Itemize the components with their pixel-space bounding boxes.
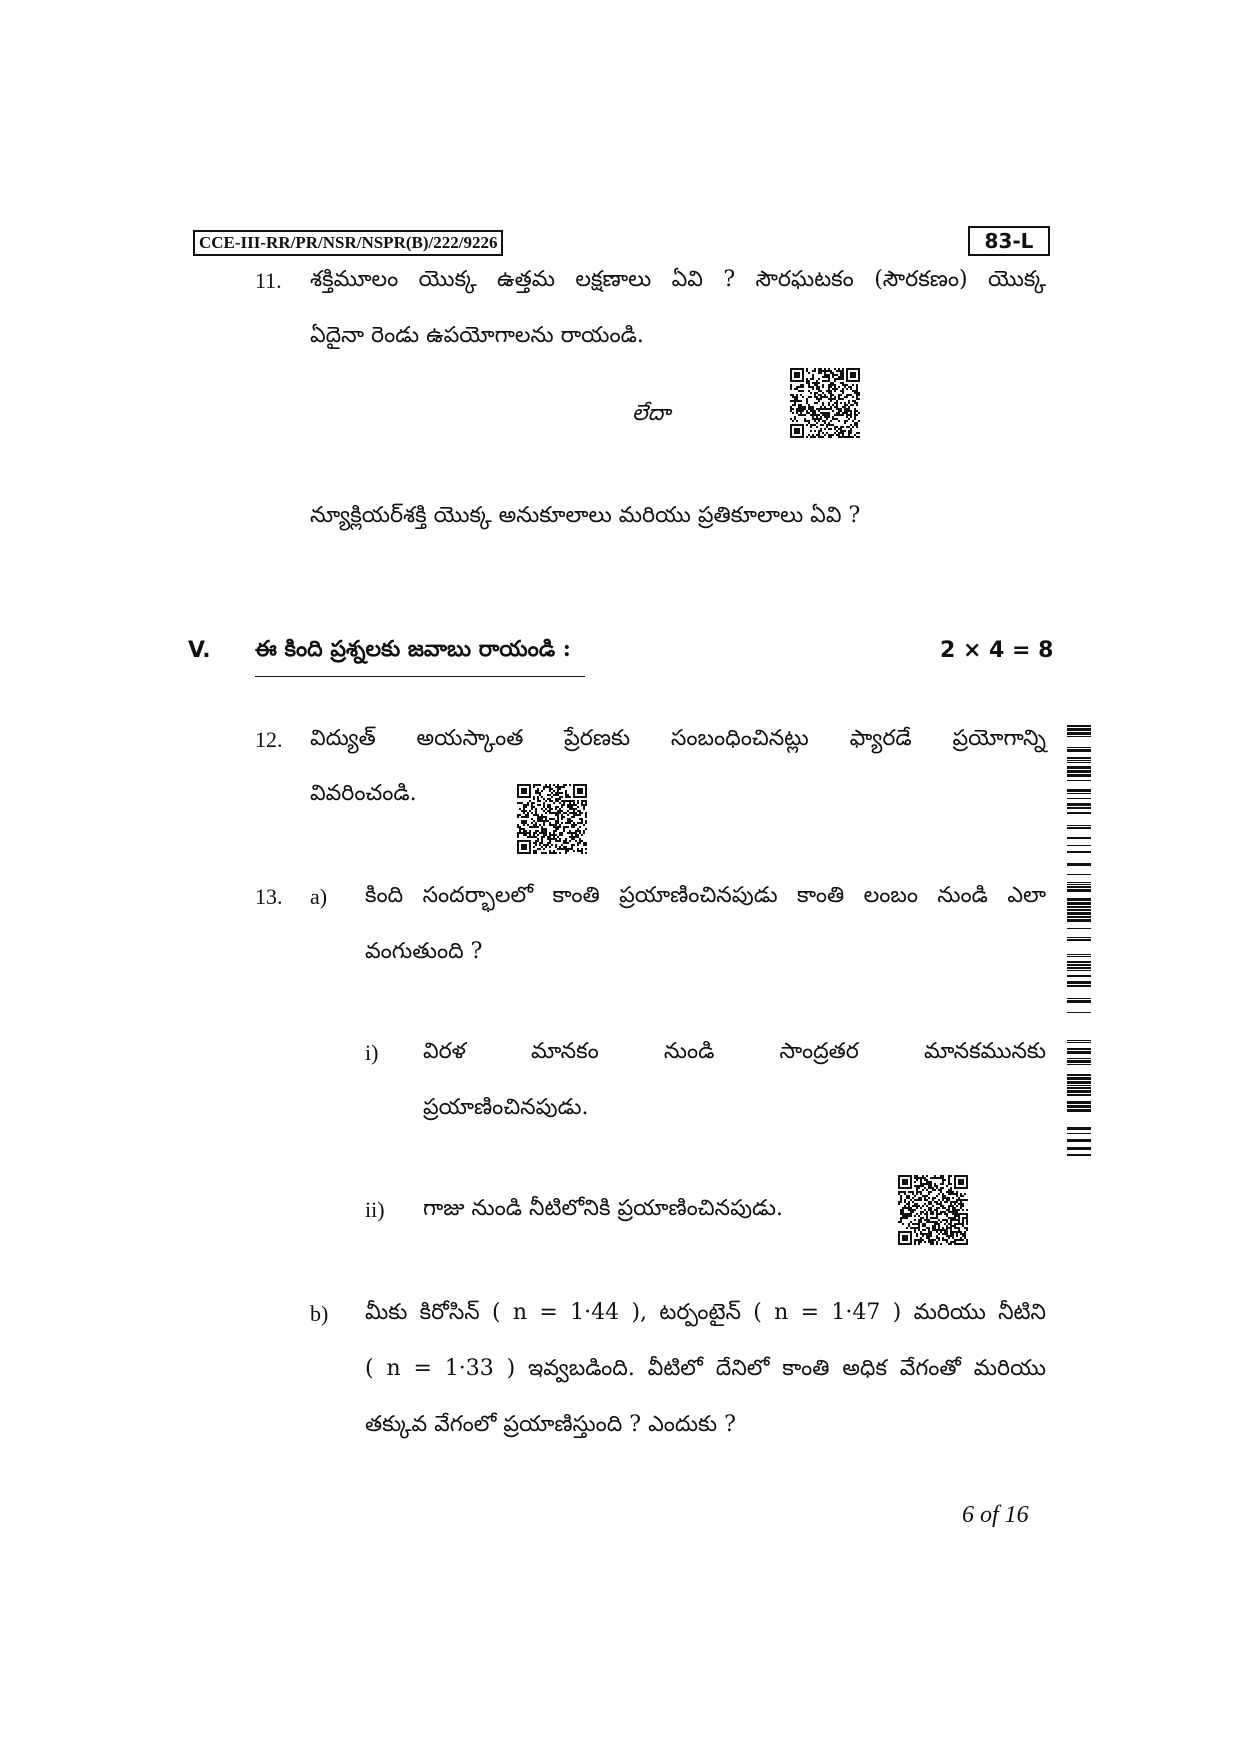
qr-code-icon: [898, 1175, 968, 1245]
paper-code-box: 83-L: [968, 226, 1050, 256]
question-text: వంగుతుంది ?: [365, 939, 483, 964]
question-text: విరళ మానకం నుండి సాంద్రతర మానకమునకు: [423, 1039, 1046, 1064]
question-text: శక్తిమూలం యొక్క ఉత్తమ లక్షణాలు ఏవి ? సౌరఘటకం (సౌరకణం) యొక్క: [310, 267, 1046, 292]
or-label: లేదా: [632, 401, 671, 426]
barcode-icon: [1067, 722, 1091, 1162]
qr-code-icon: [790, 368, 860, 438]
section-marks: 2 × 4 = 8: [940, 638, 1054, 663]
question-number: 12.: [255, 727, 283, 752]
question-text: విద్యుత్ అయస్కాంత ప్రేరణకు సంబంధించినట్లు ఫ్యారడే ప్రయోగాన్ని: [310, 726, 1046, 751]
question-text: మీకు కిరోసిన్ ( n = 1·44 ), టర్పంటైన్ ( n = 1·47 ) మరియు నీటిని: [365, 1300, 1046, 1325]
section-number: V.: [188, 638, 211, 663]
sub-question-label: b): [310, 1301, 329, 1326]
sub-question-label: ii): [365, 1197, 385, 1222]
sub-question-label: i): [365, 1040, 379, 1065]
question-text: ప్రయాణించినపుడు.: [423, 1095, 589, 1120]
question-text: వివరించండి.: [310, 781, 417, 806]
section-title-underline: [255, 676, 585, 677]
question-text: ఏదైనా రెండు ఉపయోగాలను రాయండి.: [310, 323, 644, 348]
qr-code-icon: [517, 784, 587, 854]
question-number: 13.: [255, 884, 283, 909]
question-text: న్యూక్లియర్‌శక్తి యొక్క అనుకూలాలు మరియు ప్రతికూలాలు ఏవి ?: [310, 503, 861, 528]
question-text: గాజు నుండి నీటిలోనికి ప్రయాణించినపుడు.: [423, 1196, 783, 1221]
question-text: తక్కువ వేగంలో ప్రయాణిస్తుంది ? ఎందుకు ?: [365, 1412, 736, 1437]
exam-code-box: CCE-III-RR/PR/NSR/NSPR(B)/222/9226: [193, 230, 503, 256]
section-title: ఈ కింది ప్రశ్నలకు జవాబు రాయండి :: [255, 636, 571, 662]
question-number: 11.: [255, 268, 282, 293]
question-text: కింది సందర్భాలలో కాంతి ప్రయాణించినపుడు కాంతి లంబం నుండి ఎలా: [365, 883, 1046, 908]
sub-question-label: a): [310, 884, 328, 909]
page-number: 6 of 16: [962, 1502, 1029, 1528]
question-text: ( n = 1·33 ) ఇవ్వబడింది. వీటిలో దేనిలో కాంతి అధిక వేగంతో మరియు: [365, 1356, 1046, 1381]
